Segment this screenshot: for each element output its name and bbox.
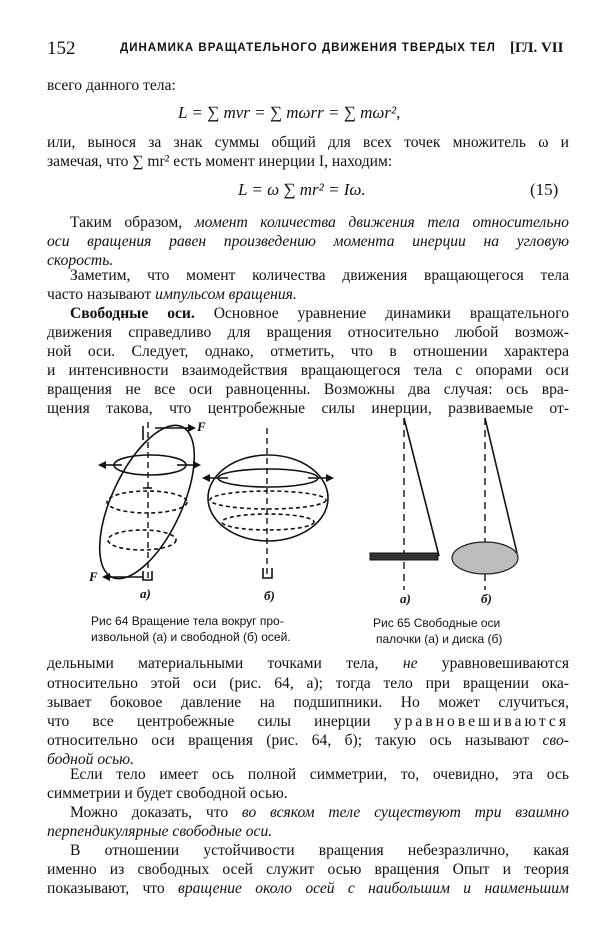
- formula-2: L = ω ∑ mr² = Iω.: [238, 180, 366, 199]
- italic-run: момент количества движения тела относительно: [194, 214, 569, 231]
- italic-run: во всяком теле существуют три взаимно: [241, 804, 569, 821]
- text-line: Если тело имеет ось полной симметрии, то, очевидно, эта ось: [70, 766, 569, 783]
- text-line: Заметим, что момент количества движения вращающегося тела: [70, 267, 569, 284]
- italic-run: импульсом вращения.: [155, 286, 297, 303]
- figure-64-caption-line: Рис 64 Вращение тела вокруг про-: [91, 614, 284, 628]
- sublabel-64b: б): [264, 588, 275, 603]
- text-line: скорость.: [47, 252, 114, 269]
- figure-65-caption-line: палочки (а) и диска (б): [376, 632, 503, 646]
- text-run: что все центробежные силы инерции: [47, 713, 371, 730]
- text-line: [47, 879, 569, 899]
- text-line: [47, 654, 569, 674]
- page-number: 152: [47, 38, 76, 59]
- text-run: уравновешиваются: [417, 655, 569, 672]
- sublabel-64a: а): [140, 586, 151, 601]
- figure-64a: [80, 412, 214, 592]
- figure-65b: [452, 418, 518, 590]
- text-line: всего данного тела:: [47, 77, 176, 94]
- figure-64b: [202, 428, 334, 578]
- text-line: и интенсивности взаимодействия вращающегося тела с опорами оси: [47, 362, 569, 379]
- section-heading: Свободные оси.: [70, 305, 195, 322]
- text-line: перпендикулярные свободные оси.: [47, 823, 273, 840]
- running-title: ДИНАМИКА ВРАЩАТЕЛЬНОГО ДВИЖЕНИЯ ТВЕРДЫХ ТЕЛ: [120, 42, 496, 54]
- text-line: [47, 712, 569, 732]
- text-line: ной оси. Следует, однако, отметить, что в отношении характера: [47, 343, 569, 360]
- formula-1: L = ∑ mvr = ∑ mωrr = ∑ mωr²,: [178, 103, 401, 122]
- equation-number: (15): [530, 180, 559, 199]
- text-run: Основное уравнение динамики вращательного: [194, 305, 569, 322]
- text-line: движения справедливо для вращения относительно любой возмож-: [47, 324, 569, 341]
- text-line: вращения не все оси равноценны. Возможны два случая: ось вра-: [47, 381, 569, 398]
- text-run: Таким образом,: [70, 214, 195, 231]
- text-line: [47, 731, 569, 751]
- chapter-label: [ГЛ. VII: [510, 40, 564, 56]
- text-run: показывают, что: [47, 880, 179, 897]
- text-line: щения такова, что центробежные силы инерции, развиваемые от-: [47, 400, 569, 417]
- text-line: симметрии и будет свободной осью.: [47, 785, 288, 802]
- sublabel-65a: а): [400, 591, 411, 606]
- italic-run: не: [402, 655, 418, 672]
- italic-run: сво-: [542, 732, 569, 749]
- figure-64-caption-line: извольной (а) и свободной (б) осей.: [91, 630, 291, 644]
- text-line: именно из свободных осей служит осью вращения Опыт и теория: [47, 861, 569, 878]
- sublabel-65b: б): [481, 591, 492, 606]
- text-line: зывает боковое давление на подшипники. Но может случиться,: [47, 694, 569, 711]
- italic-run: вращение около осей с наибольшим и наименьшим: [178, 880, 569, 897]
- text-line: [70, 803, 569, 823]
- text-run: часто называют: [47, 286, 156, 303]
- text-line: оси вращения равен произведению момента инерции на угловую: [47, 233, 569, 250]
- text-line: бодной осью.: [47, 751, 135, 768]
- figure-65a: [370, 418, 439, 590]
- force-label-bottom: F: [89, 569, 98, 584]
- spaced-run: уравновешиваются: [393, 713, 569, 730]
- text-run: Можно доказать, что: [70, 804, 242, 821]
- text-line: или, вынося за знак суммы общий для всех точек множитель ω и: [47, 134, 569, 151]
- text-line: относительно этой оси (рис. 64, а); тогда тело при вращении ока-: [47, 675, 569, 692]
- text-run: дельными материальными точками тела,: [47, 655, 403, 672]
- figure-65-caption-line: Рис 65 Свободные оси: [373, 616, 501, 630]
- text-line: В отношении устойчивости вращения небезразлично, какая: [70, 842, 569, 859]
- text-line: замечая, что ∑ mr² есть момент инерции I, находим:: [47, 153, 393, 170]
- text-run: относительно оси вращения (рис. 64, б); такую ось называют: [47, 732, 530, 749]
- force-label-top: F: [197, 419, 206, 434]
